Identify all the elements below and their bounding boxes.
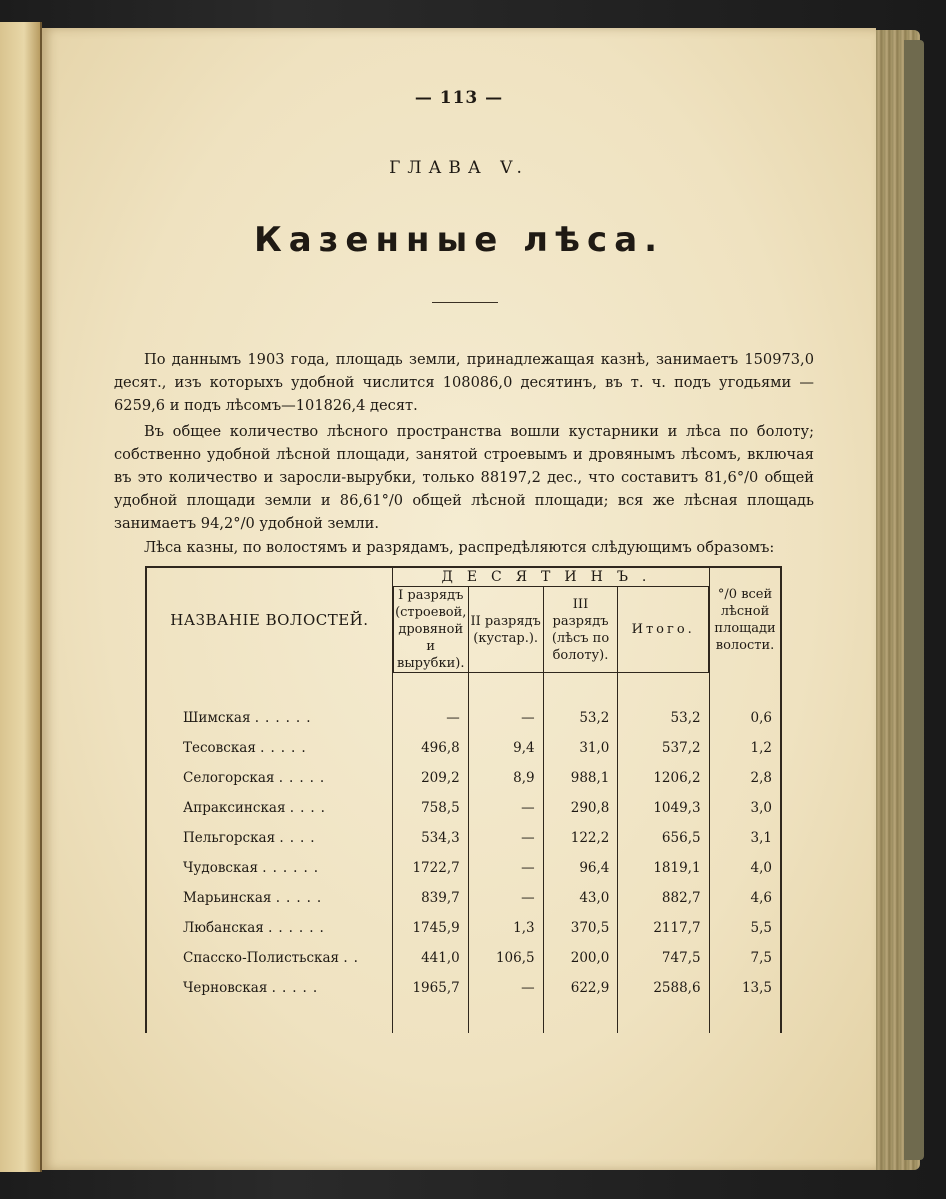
cell-c2: 9,4 [468, 733, 543, 763]
cell-c3: 53,2 [543, 703, 618, 733]
cell-total: 1049,3 [618, 793, 709, 823]
row-dots: .. [343, 950, 364, 966]
cell-c2: — [468, 703, 543, 733]
row-name: Чудовская [183, 860, 258, 876]
row-dots: ..... [275, 890, 328, 906]
table-row [146, 733, 781, 763]
cell-c3: 200,0 [543, 943, 618, 973]
cell-c1: 441,0 [393, 943, 468, 973]
table-row [146, 793, 781, 823]
row-name-cell [146, 793, 393, 823]
table-row [146, 943, 781, 973]
cell-c2: — [468, 793, 543, 823]
cell-pct: 4,6 [709, 883, 781, 913]
cell-c1: 1745,9 [393, 913, 468, 943]
cell-c1: 1965,7 [393, 973, 468, 1003]
cell-pct: 1,2 [709, 733, 781, 763]
cell-pct: 13,5 [709, 973, 781, 1003]
cell-c1: 209,2 [393, 763, 468, 793]
cell-c1: 1722,7 [393, 853, 468, 883]
row-name-cell [146, 973, 393, 1003]
cell-c1: 839,7 [393, 883, 468, 913]
table-row [146, 853, 781, 883]
cell-c3: 96,4 [543, 853, 618, 883]
col-header-class-1: I разрядъ (строевой, дровяной и вырубки). [393, 587, 468, 673]
paragraph-2: Въ общее количество лѣсного пространства вошли кустарники и лѣса по болоту; собственно удобной лѣсной площади, занятой строевымъ и дровянымъ лѣсомъ, включая въ это количество и заросли-вырубки, только 88197,2 дес., что составитъ 81,6°/0 общей удобной площади земли и 86,61°/0 общей лѣсной площади; вся же лѣсная площадь занимаетъ 94,2°/0 удобной земли. [114, 423, 814, 532]
row-name: Селогорская [183, 770, 275, 786]
cell-pct: 0,6 [709, 703, 781, 733]
cell-c3: 988,1 [543, 763, 618, 793]
title-divider [432, 302, 498, 303]
cell-pct: 3,1 [709, 823, 781, 853]
col-header-name: НАЗВАНІЕ ВОЛОСТЕЙ. [146, 567, 393, 673]
row-name: Тесовская [183, 740, 256, 756]
row-dots: ..... [271, 980, 324, 996]
table-row [146, 763, 781, 793]
row-name-cell [146, 913, 393, 943]
cell-total: 1206,2 [618, 763, 709, 793]
cell-c1: 758,5 [393, 793, 468, 823]
cell-c2: 8,9 [468, 763, 543, 793]
book-page [42, 28, 876, 1170]
table-row [146, 703, 781, 733]
row-name: Шимская [183, 710, 251, 726]
row-name: Марьинская [183, 890, 272, 906]
row-dots: ...... [262, 860, 325, 876]
facing-page-edge [0, 22, 42, 1172]
col-header-class-2: II разрядъ (кустар.). [468, 587, 543, 673]
cell-c3: 370,5 [543, 913, 618, 943]
cell-total: 537,2 [618, 733, 709, 763]
table-row [146, 823, 781, 853]
cell-c3: 622,9 [543, 973, 618, 1003]
row-dots: ..... [278, 770, 331, 786]
row-name-cell [146, 853, 393, 883]
cell-total: 656,5 [618, 823, 709, 853]
table-row [146, 883, 781, 913]
forest-table [145, 566, 782, 1033]
table-row [146, 913, 781, 943]
cell-c1: — [393, 703, 468, 733]
col-group-header: ДЕСЯТИНЪ. [393, 567, 709, 587]
cell-c1: 534,3 [393, 823, 468, 853]
row-name: Спасско-Полистьская [183, 950, 340, 966]
cell-c2: — [468, 973, 543, 1003]
row-dots: .... [279, 830, 321, 846]
paragraph-1: По даннымъ 1903 года, площадь земли, принадлежащая казнѣ, занимаетъ 150973,0 десят., изъ которыхъ удобной числится 108086,0 десятинъ, въ т. ч. подъ угодьями —6259,6 и подъ лѣсомъ—101826,4 десят. [114, 351, 814, 414]
cell-total: 2588,6 [618, 973, 709, 1003]
cell-c3: 43,0 [543, 883, 618, 913]
col-header-total: Итого. [618, 587, 709, 673]
cell-c3: 290,8 [543, 793, 618, 823]
row-name-cell [146, 703, 393, 733]
row-name-cell [146, 823, 393, 853]
row-dots: ..... [260, 740, 312, 756]
row-name: Черновская [183, 980, 268, 996]
row-name: Апраксинская [183, 800, 286, 816]
cell-pct: 2,8 [709, 763, 781, 793]
book-cover-edge [904, 40, 924, 1160]
cell-total: 53,2 [618, 703, 709, 733]
table-row [146, 973, 781, 1003]
cell-pct: 4,0 [709, 853, 781, 883]
cell-c2: 106,5 [468, 943, 543, 973]
cell-total: 747,5 [618, 943, 709, 973]
row-name: Пельгорская [183, 830, 276, 846]
row-name-cell [146, 763, 393, 793]
row-name-cell [146, 883, 393, 913]
row-name-cell [146, 943, 393, 973]
cell-total: 882,7 [618, 883, 709, 913]
cell-c3: 31,0 [543, 733, 618, 763]
cell-c2: 1,3 [468, 913, 543, 943]
cell-c3: 122,2 [543, 823, 618, 853]
row-dots: ...... [254, 710, 317, 726]
cell-c2: — [468, 883, 543, 913]
cell-pct: 3,0 [709, 793, 781, 823]
cell-total: 1819,1 [618, 853, 709, 883]
col-header-class-3: III разрядъ (лѣсъ по болоту). [543, 587, 618, 673]
page-number: — 113 — [414, 88, 504, 108]
row-name-cell [146, 733, 393, 763]
page-title: Казенные лѣса. [253, 220, 665, 260]
cell-total: 2117,7 [618, 913, 709, 943]
cell-c1: 496,8 [393, 733, 468, 763]
paragraph-3: Лѣса казны, по волостямъ и разрядамъ, распредѣляются слѣдующимъ образомъ: [144, 539, 775, 556]
row-dots: ...... [268, 920, 330, 936]
col-header-percent: °/0 всей лѣсной площади волости. [709, 567, 781, 673]
cell-pct: 5,5 [709, 913, 781, 943]
chapter-heading: ГЛАВА V. [389, 158, 529, 178]
row-name: Любанская [183, 920, 264, 936]
row-dots: .... [289, 800, 331, 816]
cell-pct: 7,5 [709, 943, 781, 973]
cell-c2: — [468, 853, 543, 883]
cell-c2: — [468, 823, 543, 853]
